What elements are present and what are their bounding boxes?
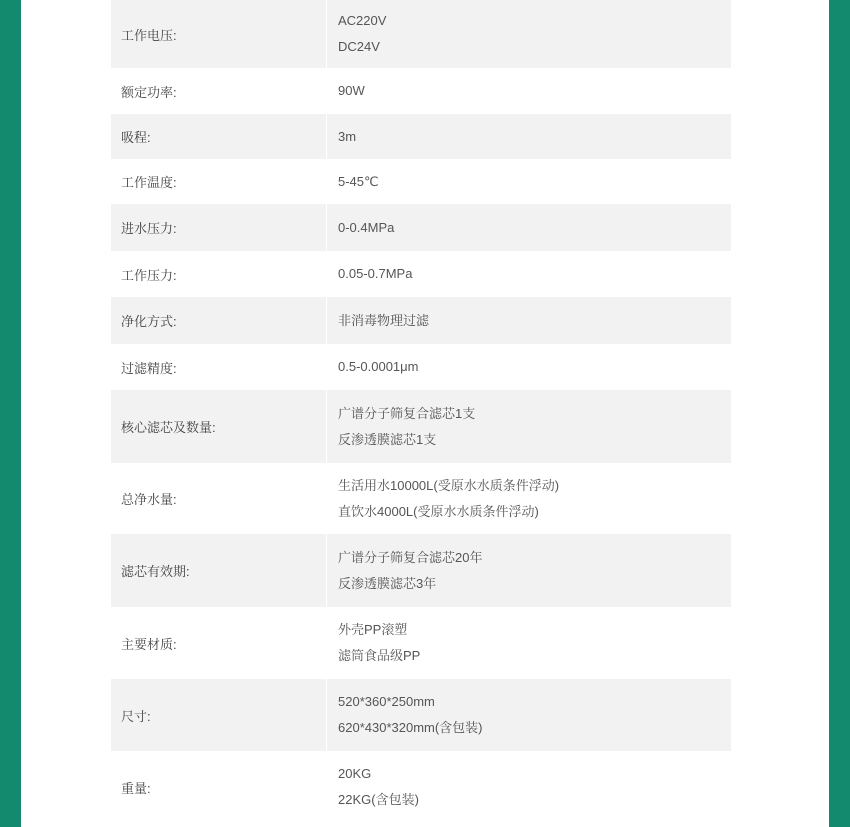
spec-value — [327, 607, 731, 679]
spec-value — [327, 251, 731, 297]
spec-label: 工作温度: — [111, 159, 327, 204]
spec-value — [327, 463, 731, 534]
spec-row-filter-life — [111, 534, 731, 607]
spec-row-working-pressure — [111, 251, 731, 297]
spec-row-voltage — [111, 0, 731, 68]
spec-value — [327, 204, 731, 251]
spec-label: 吸程: — [111, 114, 327, 159]
spec-value — [327, 0, 731, 68]
spec-label: 核心滤芯及数量: — [111, 390, 327, 463]
spec-label: 主要材质: — [111, 607, 327, 679]
spec-label: 重量: — [111, 751, 327, 823]
spec-value-line: 0-0.4MPa — [338, 219, 395, 235]
spec-row-filters — [111, 390, 731, 463]
spec-value — [327, 390, 731, 463]
spec-value-line: 生活用水10000L(受原水水质条件浮动) — [338, 477, 560, 493]
spec-value-line: 22KG(含包装) — [338, 792, 419, 807]
spec-value — [327, 679, 731, 751]
spec-value-line: 20KG — [338, 766, 372, 781]
spec-label: 净化方式: — [111, 297, 327, 344]
spec-value — [327, 751, 731, 823]
spec-row-purification — [111, 297, 731, 344]
spec-row-total-water — [111, 463, 731, 534]
spec-value-line: 90W — [338, 83, 365, 98]
spec-table — [111, 0, 731, 823]
spec-row-suction — [111, 114, 731, 159]
spec-row-precision — [111, 344, 731, 390]
spec-label: 额定功率: — [111, 68, 327, 114]
spec-label: 尺寸: — [111, 679, 327, 751]
spec-value-line: 广谱分子筛复合滤芯1支 — [338, 405, 476, 421]
spec-value-line: 620*430*320mm(含包装) — [338, 720, 483, 735]
spec-label: 滤芯有效期: — [111, 534, 327, 607]
spec-value-line: AC220V — [338, 13, 387, 28]
spec-label: 过滤精度: — [111, 344, 327, 390]
spec-value — [327, 114, 731, 159]
spec-value — [327, 297, 731, 344]
spec-label: 进水压力: — [111, 204, 327, 251]
spec-row-power — [111, 68, 731, 114]
spec-label: 总净水量: — [111, 463, 327, 534]
spec-value — [327, 68, 731, 114]
spec-value-line: 0.05-0.7MPa — [338, 266, 413, 281]
spec-row-weight — [111, 751, 731, 823]
spec-value-line: 外壳PP滚塑 — [338, 622, 408, 637]
spec-value — [327, 344, 731, 390]
spec-value — [327, 159, 731, 204]
spec-value-line: 反渗透膜滤芯3年 — [338, 575, 437, 591]
spec-value-line: 广谱分子筛复合滤芯20年 — [338, 549, 483, 565]
spec-value-line: DC24V — [338, 39, 380, 54]
spec-label: 工作压力: — [111, 251, 327, 297]
spec-value-line: 520*360*250mm — [338, 694, 435, 709]
spec-row-material — [111, 607, 731, 679]
spec-value-line: 滤筒食品级PP — [338, 648, 421, 663]
spec-value-line: 3m — [338, 128, 357, 144]
spec-value-line: 反渗透膜滤芯1支 — [338, 431, 437, 447]
spec-value-line: 直饮水4000L(受原水水质条件浮动) — [338, 503, 539, 519]
spec-row-temperature — [111, 159, 731, 204]
spec-row-dimensions — [111, 679, 731, 751]
spec-label: 工作电压: — [111, 0, 327, 68]
spec-value-line: 非消毒物理过滤 — [338, 312, 430, 328]
spec-value — [327, 534, 731, 607]
spec-value-line: 5-45℃ — [338, 173, 379, 189]
spec-value-line: 0.5-0.0001μm — [338, 359, 419, 374]
product-spec-page — [21, 0, 829, 827]
spec-row-inlet-pressure — [111, 204, 731, 251]
